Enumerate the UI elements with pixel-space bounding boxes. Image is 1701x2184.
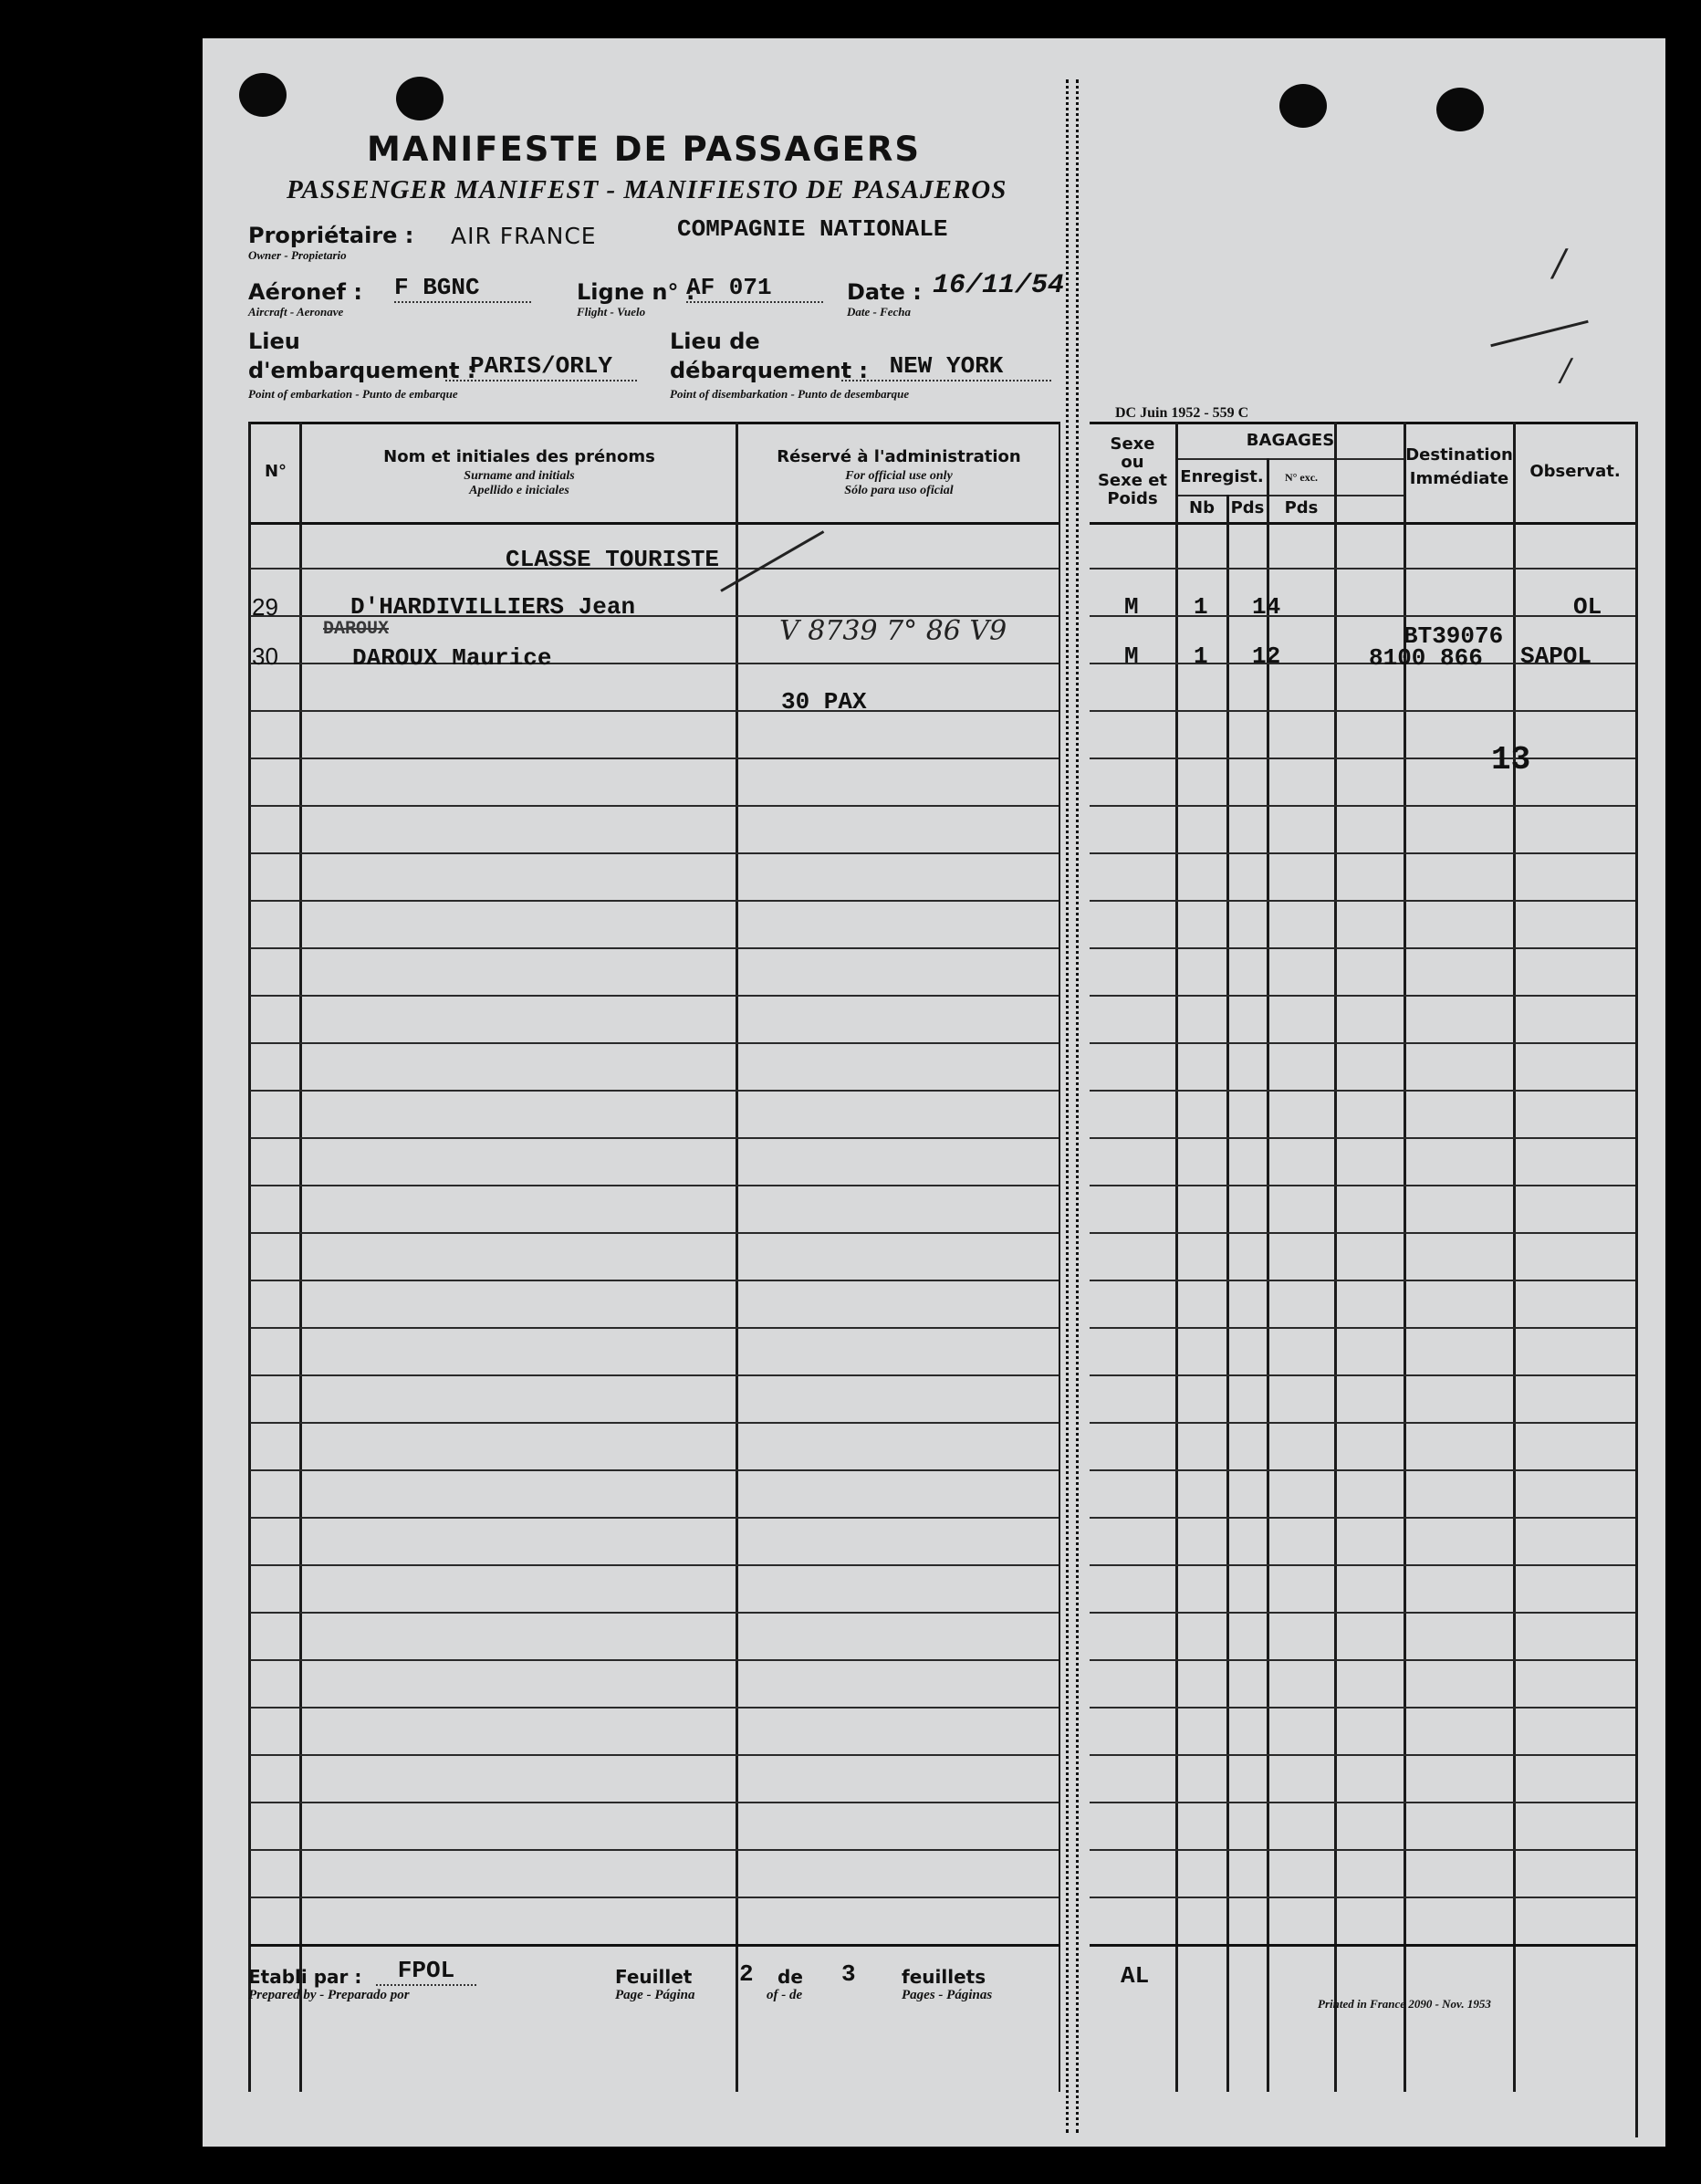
owner-label: Propriétaire : [248, 223, 414, 248]
row-rule [1090, 1754, 1635, 1756]
row-29-obs: OL [1573, 593, 1602, 621]
row-rule [1090, 568, 1635, 570]
prepared-sub: Prepared by - Preparado por [248, 1988, 410, 2002]
total-pages: 3 [841, 1960, 856, 1988]
owner-value: AIR FRANCE [451, 223, 597, 249]
col-nexc: N° exc. [1284, 471, 1319, 484]
embark-label-2: d'embarquement : [248, 358, 476, 383]
row-rule [250, 1422, 1059, 1424]
obs-total: 13 [1491, 741, 1531, 779]
date-value: 16/11/54 [933, 270, 1065, 301]
date-label: Date : [847, 279, 922, 305]
col-sex-4: Poids [1107, 489, 1158, 508]
row-rule [1090, 710, 1635, 712]
col-enreg: Enregist. [1180, 467, 1264, 486]
row-rule [250, 1564, 1059, 1566]
row-rule [250, 1802, 1059, 1803]
row-rule [250, 995, 1059, 997]
row-rule [1090, 805, 1635, 807]
punch-hole [396, 77, 444, 120]
row-rule [250, 1849, 1059, 1851]
row-29-name: D'HARDIVILLIERS Jean [350, 593, 636, 621]
row-rule [250, 758, 1059, 759]
flight-label: Ligne n° : [577, 279, 695, 305]
row-rule [1090, 1707, 1635, 1709]
row-29-no: 29 [252, 593, 278, 621]
handwritten-mark: / [1560, 352, 1571, 389]
col-dest-2: Immédiate [1409, 469, 1509, 488]
row-rule [250, 1659, 1059, 1661]
col-name-sub-es: Apellido e iniciales [469, 484, 569, 497]
row-rule [1090, 758, 1635, 759]
row-rule [250, 1090, 1059, 1092]
row-rule [1090, 1564, 1635, 1566]
row-rule [250, 1374, 1059, 1376]
manifest-title: MANIFESTE DE PASSAGERS [367, 130, 922, 169]
prepared-value: FPOL [376, 1957, 476, 1986]
row-rule [250, 852, 1059, 854]
row-29-pds: 14 [1252, 593, 1281, 621]
aircraft-sub: Aircraft - Aeronave [248, 305, 344, 319]
row-rule [1090, 1232, 1635, 1234]
embark-label: Lieu [248, 329, 300, 354]
date-sub: Date - Fecha [847, 305, 912, 319]
row-rule [1090, 1137, 1635, 1139]
row-rule [250, 1232, 1059, 1234]
ticket-number: BT39076 [1404, 622, 1504, 650]
row-rule [250, 710, 1059, 712]
row-30-sex: M [1124, 643, 1139, 670]
struck-name: DAROUX [323, 619, 390, 640]
row-rule [1090, 1802, 1635, 1803]
owner-typed: COMPAGNIE NATIONALE [677, 215, 948, 243]
aircraft-label: Aéronef : [248, 279, 362, 305]
row-rule [1090, 1849, 1635, 1851]
punch-hole [1279, 84, 1327, 128]
page-number: 2 [739, 1960, 754, 1988]
perforation-line [1066, 79, 1079, 2133]
disembark-value: NEW YORK [841, 352, 1051, 381]
col-admin: Réservé à l'administration [777, 447, 1021, 466]
punch-hole [1436, 88, 1484, 131]
embark-sub: Point of embarkation - Punto de embarque [248, 387, 458, 401]
col-no: N° [264, 462, 287, 481]
manifest-sheet [203, 38, 1665, 2147]
col-pds: Pds [1230, 498, 1265, 517]
disembark-label: Lieu de [670, 329, 760, 354]
col-sex-3: Sexe et [1097, 471, 1168, 490]
row-rule [1090, 1659, 1635, 1661]
owner-sub: Owner - Propietario [248, 248, 347, 262]
row-rule [1090, 995, 1635, 997]
row-rule [1090, 1280, 1635, 1281]
row-rule [250, 1280, 1059, 1281]
pages-label: feuillets [902, 1966, 986, 1988]
flight-value: AF 071 [686, 274, 823, 303]
row-rule [250, 1185, 1059, 1186]
col-name: Nom et initiales des prénoms [383, 447, 655, 466]
row-rule [1090, 852, 1635, 854]
col-observ: Observat. [1529, 462, 1621, 481]
row-rule [250, 947, 1059, 949]
pages-sub: Pages - Páginas [902, 1988, 993, 2002]
page-sub: Page - Página [615, 1988, 695, 2002]
handwritten-mark: / [1553, 243, 1566, 285]
row-rule [250, 1754, 1059, 1756]
row-30-obs: SAPOL [1520, 643, 1592, 670]
row-rule [1090, 1185, 1635, 1186]
row-rule [1090, 615, 1635, 617]
row-rule [1090, 1422, 1635, 1424]
col-admin-sub-es: Sólo para uso oficial [844, 484, 954, 497]
row-rule [1090, 1517, 1635, 1519]
class-label: CLASSE TOURISTE [506, 546, 720, 573]
initials: AL [1121, 1962, 1150, 1990]
prepared-label: Etabli par : [248, 1966, 362, 1988]
row-29-sex: M [1124, 593, 1139, 621]
form-code: DC Juin 1952 - 559 C [1115, 405, 1249, 421]
row-rule [1090, 947, 1635, 949]
row-30-dest: 8100 866 [1369, 644, 1483, 672]
row-30-pds: 12 [1252, 643, 1281, 670]
manifest-subtitle: PASSENGER MANIFEST - MANIFIESTO DE PASAJEROS [287, 175, 1007, 204]
col-sex-2: ou [1121, 453, 1144, 472]
row-rule [1090, 1327, 1635, 1329]
row-rule [250, 1517, 1059, 1519]
row-rule [1090, 1612, 1635, 1614]
col-admin-sub: For official use only [845, 469, 953, 483]
row-rule [1090, 1042, 1635, 1044]
aircraft-value: F BGNC [394, 274, 531, 303]
row-29-nb: 1 [1194, 593, 1208, 621]
admin-handwritten: V 8739 7° 86 V9 [779, 615, 1007, 647]
row-30-name: DAROUX Maurice [352, 644, 552, 672]
row-rule [250, 1707, 1059, 1709]
col-pds-exc: Pds [1284, 498, 1319, 517]
of-sub: of - de [767, 1988, 803, 2002]
row-rule [1090, 900, 1635, 902]
row-rule [1090, 1469, 1635, 1471]
row-rule [250, 1897, 1059, 1898]
pax-total: 30 PAX [781, 688, 867, 716]
punch-hole [239, 73, 287, 117]
row-rule [1090, 1090, 1635, 1092]
page-label: Feuillet [615, 1966, 693, 1988]
col-name-sub: Surname and initials [464, 469, 575, 483]
flight-sub: Flight - Vuelo [577, 305, 646, 319]
row-30-nb: 1 [1194, 643, 1208, 670]
col-dest: Destination [1405, 445, 1513, 465]
disembark-label-2: débarquement : [670, 358, 869, 383]
row-rule [250, 805, 1059, 807]
col-bagages: BAGAGES [1246, 431, 1335, 450]
printed-note: Printed in France 2090 - Nov. 1953 [1318, 1997, 1491, 2011]
row-rule [250, 1042, 1059, 1044]
row-rule [250, 1137, 1059, 1139]
row-rule [1090, 1897, 1635, 1898]
col-nb: Nb [1189, 498, 1215, 517]
embark-value: PARIS/ORLY [445, 352, 637, 381]
row-rule [250, 900, 1059, 902]
handwritten-stroke [1490, 320, 1588, 348]
row-rule [250, 1612, 1059, 1614]
row-rule [250, 1327, 1059, 1329]
disembark-sub: Point of disembarkation - Punto de desembarque [670, 387, 910, 401]
row-rule [1090, 1374, 1635, 1376]
col-sex: Sexe [1110, 434, 1155, 454]
row-rule [250, 1469, 1059, 1471]
row-30-no: 30 [252, 643, 278, 670]
of-label: de [777, 1966, 803, 1988]
